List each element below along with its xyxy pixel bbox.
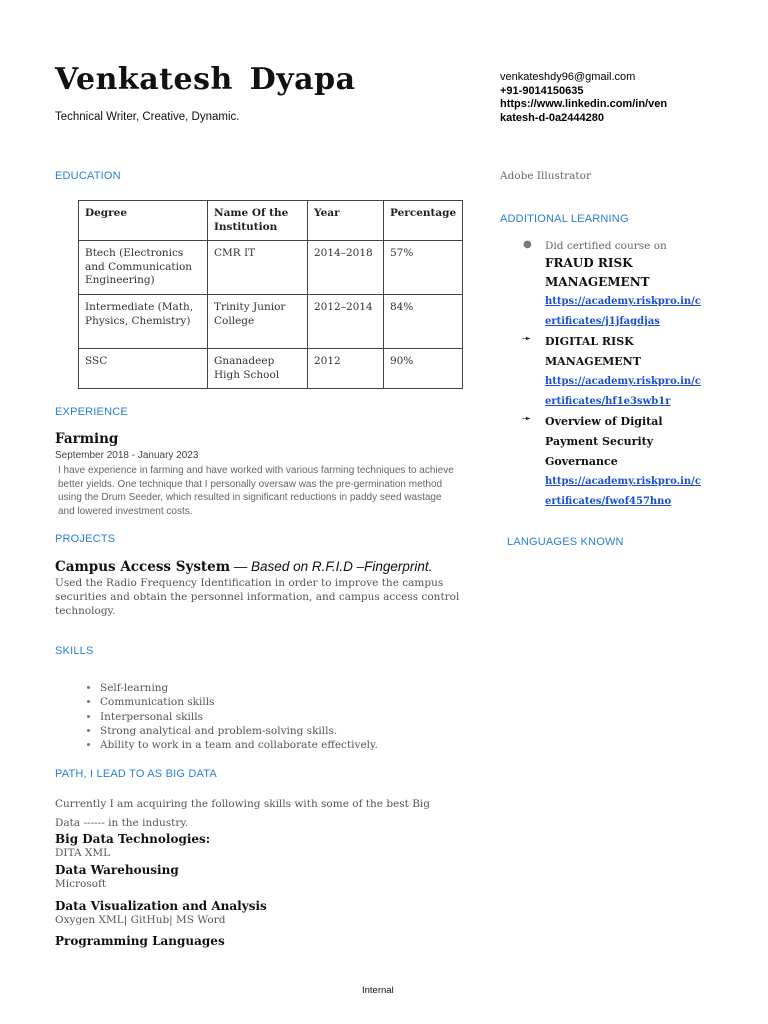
list-item: • Interpersonal skills bbox=[100, 710, 378, 724]
table-cell: Gnanadeep High School bbox=[208, 349, 308, 389]
course-intro: Did certified course on bbox=[545, 240, 667, 252]
column-header: Year bbox=[308, 201, 384, 241]
footer-label: Internal bbox=[362, 985, 394, 996]
additional-learning-list bbox=[523, 239, 703, 512]
list-item: • Self-learning bbox=[100, 681, 378, 695]
table-cell: Intermediate (Math, Physics, Chemistry) bbox=[79, 295, 208, 349]
table-cell: 57% bbox=[384, 241, 463, 295]
experience-dates: September 2018 - January 2023 bbox=[55, 450, 199, 461]
table-cell: Trinity Junior College bbox=[208, 295, 308, 349]
languages-heading: LANGUAGES KNOWN bbox=[507, 536, 624, 548]
list-item bbox=[523, 239, 703, 332]
big-data-group-title: Data Visualization and Analysis bbox=[55, 899, 267, 913]
table-cell: 84% bbox=[384, 295, 463, 349]
email[interactable]: venkateshdy96@gmail.com bbox=[500, 71, 636, 83]
project-title-line bbox=[55, 559, 432, 575]
project-title: Campus Access System bbox=[55, 559, 231, 575]
big-data-group-value: Microsoft bbox=[55, 878, 107, 890]
arrow-bullet-icon: ➛ bbox=[522, 412, 532, 425]
arrow-bullet-icon: ➛ bbox=[522, 332, 532, 345]
list-item: • Strong analytical and problem-solving skills. bbox=[100, 724, 378, 738]
linkedin-url-part2[interactable]: katesh-d-0a2444280 bbox=[500, 111, 604, 124]
list-item bbox=[523, 332, 703, 412]
contact-block bbox=[500, 71, 700, 125]
additional-learning-heading: ADDITIONAL LEARNING bbox=[500, 213, 629, 225]
column-header: Percentage bbox=[384, 201, 463, 241]
big-data-group-title: Programming Languages bbox=[55, 934, 225, 948]
table-cell: 2014–2018 bbox=[308, 241, 384, 295]
project-description: Used the Radio Frequency Identification in order to improve the campus securities and obtain the personnel information, and campus access control technology. bbox=[55, 577, 460, 617]
table-row bbox=[79, 349, 463, 389]
experience-heading: EXPERIENCE bbox=[55, 406, 128, 418]
course-title: FRAUD RISK MANAGEMENT bbox=[545, 256, 650, 289]
experience-description: I have experience in farming and have worked with various farming techniques to achieve better yields. One technique that I personally oversaw was the pre-germination method using the Drum Seeder, which resulted in significant reductions in paddy seed wastage and lowered investment costs. bbox=[58, 465, 454, 517]
education-heading: EDUCATION bbox=[55, 170, 121, 182]
big-data-intro: Currently I am acquiring the following skills with some of the best Big Data ------ in the industry. bbox=[55, 798, 431, 829]
list-item: • Communication skills bbox=[100, 695, 378, 709]
big-data-group-title: Data Warehousing bbox=[55, 863, 179, 877]
skills-list bbox=[78, 681, 378, 752]
table-cell: SSC bbox=[79, 349, 208, 389]
column-header: Degree bbox=[79, 201, 208, 241]
table-cell: Btech (Electronics and Communication Engineering) bbox=[79, 241, 208, 295]
table-cell: 90% bbox=[384, 349, 463, 389]
projects-heading: PROJECTS bbox=[55, 533, 116, 545]
candidate-name: Venkatesh Dyapa bbox=[55, 62, 356, 97]
education-table bbox=[78, 200, 463, 389]
course-link[interactable]: https://academy.riskpro.in/certificates/fwof457hno bbox=[545, 476, 701, 507]
course-title: DIGITAL RISK MANAGEMENT bbox=[545, 335, 641, 368]
experience-title: Farming bbox=[55, 431, 119, 447]
tagline: Technical Writer, Creative, Dynamic. bbox=[55, 111, 240, 123]
big-data-group-value: Oxygen XML| GitHub| MS Word bbox=[55, 914, 226, 926]
list-item bbox=[523, 412, 703, 512]
table-row bbox=[79, 295, 463, 349]
table-row bbox=[79, 241, 463, 295]
big-data-heading: PATH, I LEAD TO AS BIG DATA bbox=[55, 768, 217, 780]
table-header-row bbox=[79, 201, 463, 241]
phone: +91-9014150635 bbox=[500, 84, 584, 97]
big-data-group-value: DITA XML bbox=[55, 847, 111, 859]
course-link[interactable]: https://academy.riskpro.in/certificates/j1jfagdjas bbox=[545, 296, 701, 327]
tool-item: Adobe Illustrator bbox=[500, 170, 591, 182]
table-cell: CMR IT bbox=[208, 241, 308, 295]
course-title: Overview of Digital Payment Security Governance bbox=[545, 415, 663, 468]
list-item: • Ability to work in a team and collaborate effectively. bbox=[100, 738, 378, 752]
linkedin-url-part1[interactable]: https://www.linkedin.com/in/ven bbox=[500, 98, 668, 110]
course-link[interactable]: https://academy.riskpro.in/certificates/hf1e3swb1r bbox=[545, 376, 701, 407]
table-cell: 2012 bbox=[308, 349, 384, 389]
project-subtitle: — Based on R.F.I.D –Fingerprint. bbox=[230, 559, 433, 574]
big-data-group-title: Big Data Technologies: bbox=[55, 832, 211, 846]
skills-heading: SKILLS bbox=[55, 645, 94, 657]
bullet-icon: ● bbox=[523, 239, 532, 250]
column-header: Name Of the Institution bbox=[208, 201, 308, 241]
table-cell: 2012–2014 bbox=[308, 295, 384, 349]
